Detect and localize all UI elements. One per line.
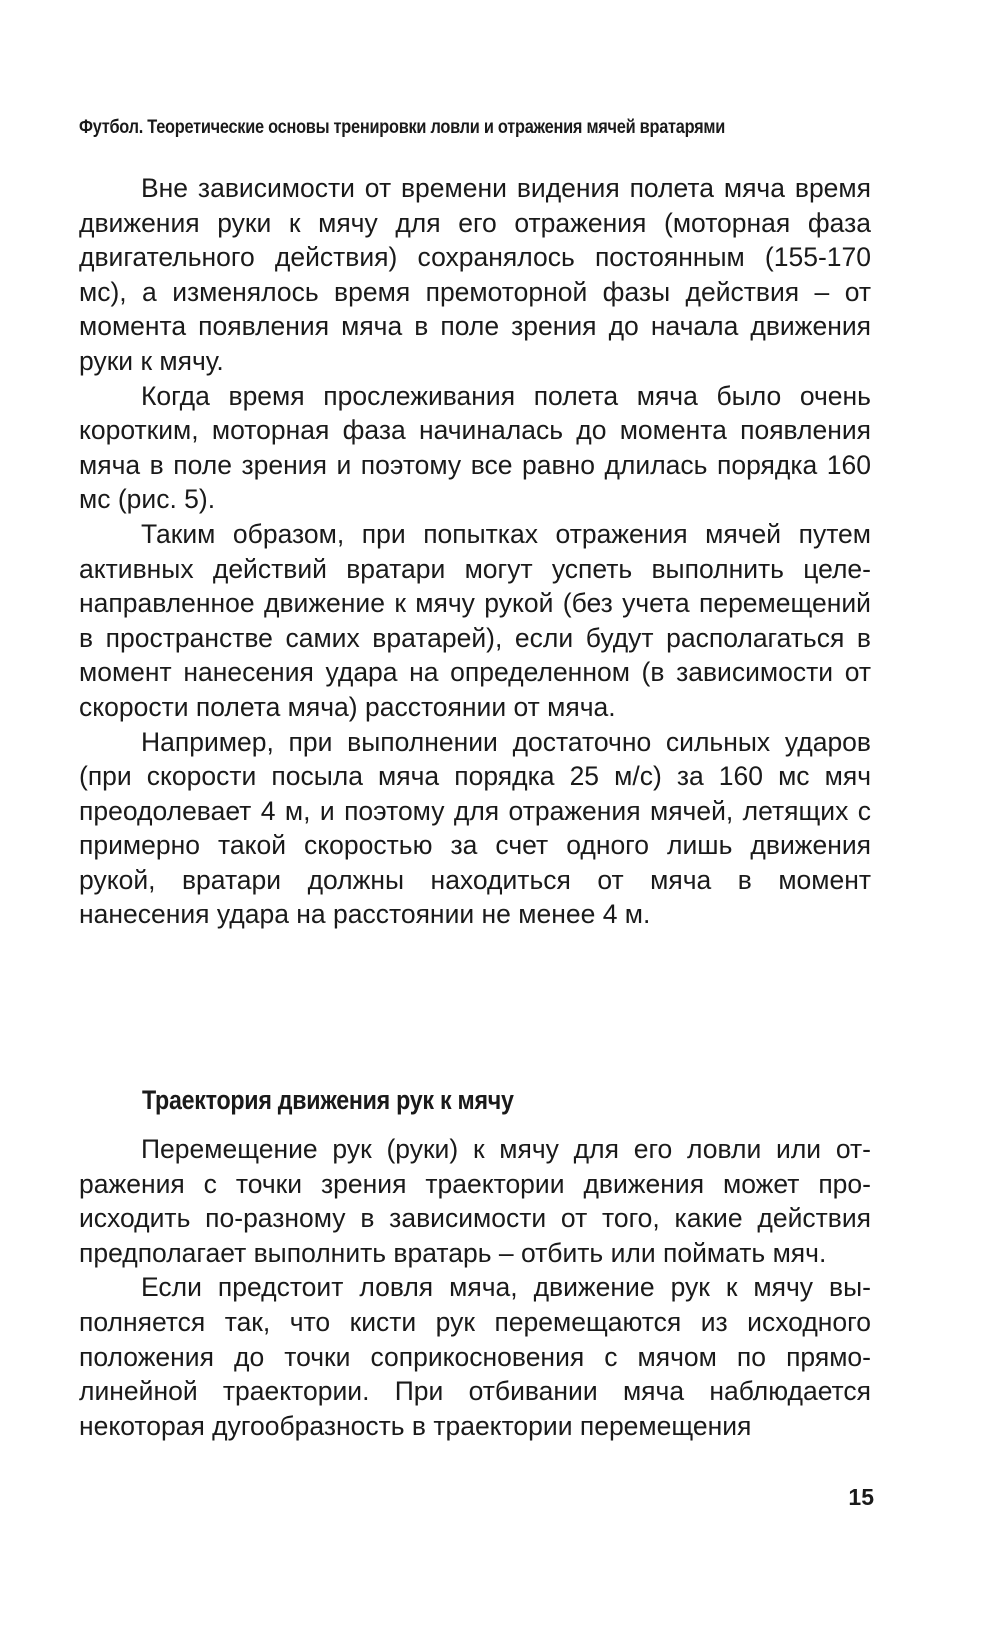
paragraph: Когда время прослеживания полета мяча было очень коротким, моторная фаза начиналась до момента появления мяча в поле зрения и поэтому все равно длилась порядка 160 мс (рис. 5). [79,380,871,515]
running-head: Футбол. Теоретические основы тренировки ловли и отражения мячей вратарями [79,117,725,138]
page-number: 15 [848,1484,874,1510]
paragraph: Вне зависимости от времени видения полета мяча время движения руки к мячу для его отражения (моторная фаза двигательного действия) сохранялось постоянным (155-170 мс), а изменялось время премоторной фазы действия – от момента появления мяча в поле зрения до начала движения руки к мячу. [79,173,871,376]
paragraph: Например, при выполнении достаточно сильных ударов (при скорости посыла мяча порядка 25 м/с) за 160 мс мяч преодолевает 4 м, и поэтому для отражения мячей, летящих с примерно такой скоростью за счет одного лишь движения рукой, вратари должны находиться от мяча в момент нанесения удара на расстоянии не менее 4 м. [79,726,871,930]
body-text-after-heading [79,1132,871,1443]
paragraph: Перемещение рук (руки) к мячу для его ловли или отражения с точки зрения траектории движения может происходить по-разному в зависимости от того, какие действия предполагает выполнить вратарь – отбить или поймать мяч. [79,1134,871,1268]
paragraph: Если предстоит ловля мяча, движение рук к мячу выполняется так, что кисти рук перемещаются из исходного положения до точки соприкосновения с мячом по прямолинейной траектории. При отбивании мяча наблюдается некоторая дугообразность в траектории перемещения [79,1272,871,1441]
body-text-before-heading [79,171,871,932]
section-heading: Траектория движения рук к мячу [142,1085,514,1115]
paragraph: Таким образом, при попытках отражения мячей путем активных действий вратари могут успеть выполнить целенаправленное движение к мячу рукой (без учета перемещений в пространстве самих вратарей), если будут располагаться в момент нанесения удара на определенном (в зависимости от скорости полета мяча) расстоянии от мяча. [79,518,871,722]
